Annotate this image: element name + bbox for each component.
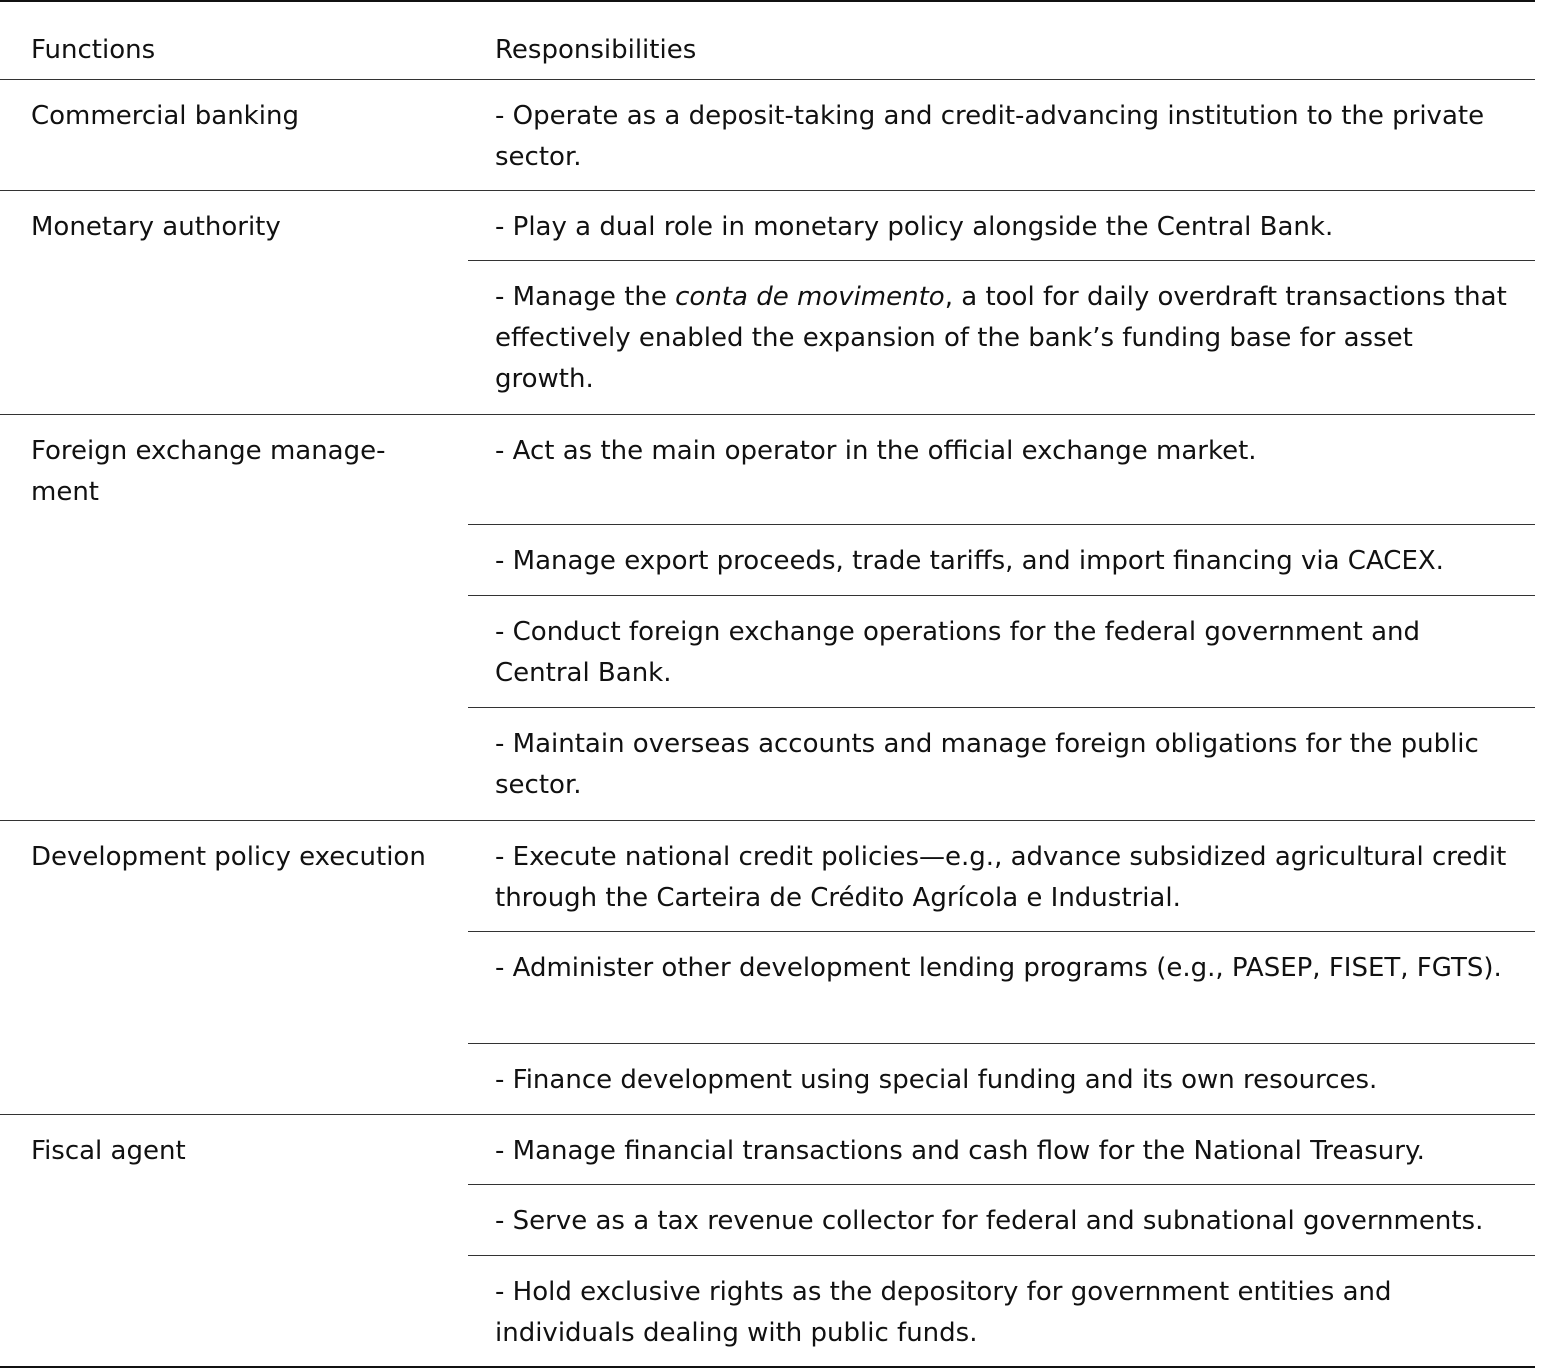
responsibility-cell: - Manage financial transactions and cash flow for the National Treasury. <box>468 1114 1535 1184</box>
function-line: ment <box>31 476 99 507</box>
responsibility-cell: - Hold exclusive rights as the depository for government entities and individuals dealing with public funds. <box>495 1276 1392 1348</box>
responsibility-cell: - Execute national credit policies—e.g., advance subsidized agricultural credit through the Carteira de Crédito Agrícola e Industrial. <box>468 820 1535 931</box>
responsibility-cell: - Serve as a tax revenue collector for federal and subnational governments. <box>468 1184 1535 1255</box>
function-fiscal-agent: Fiscal agent <box>0 1114 468 1367</box>
responsibility-italic-term: conta de movimento <box>675 281 945 312</box>
function-line: Foreign exchange manage- <box>31 435 386 466</box>
responsibility-cell: - Act as the main operator in the official exchange market. <box>468 414 1535 524</box>
responsibility-cell: - Conduct foreign exchange operations for the federal government and Central Bank. <box>468 595 1535 707</box>
responsibility-cell <box>468 260 1535 414</box>
table-row <box>0 414 1535 524</box>
function-development-policy-execution: Development policy execution <box>0 820 468 1114</box>
responsibility-cell: - Operate as a deposit-taking and credit-advancing institution to the private sector. <box>468 79 1535 190</box>
responsibility-cell: - Maintain overseas accounts and manage foreign obligations for the public sector. <box>468 707 1535 820</box>
responsibility-prefix: - Manage the <box>495 281 676 312</box>
table-row <box>0 190 1535 260</box>
responsibility-cell: - Administer other development lending programs (e.g., PASEP, FISET, FGTS). <box>468 931 1535 1043</box>
header-functions: Functions <box>0 1 468 79</box>
responsibility-cell: - Manage export proceeds, trade tariffs, and import financing via CACEX. <box>468 524 1535 595</box>
header-responsibilities: Responsibilities <box>468 1 1535 79</box>
responsibility-cell: - Finance development using special funding and its own resources. <box>468 1043 1535 1114</box>
table-row <box>0 1114 1535 1184</box>
responsibility-suffix: , a tool for daily overdraft transactions that effectively enabled the expansion of the bank’s funding base for asset growth. <box>495 281 1507 394</box>
table-row <box>0 79 1535 190</box>
header-row <box>0 1 1535 79</box>
function-commercial-banking: Commercial banking <box>0 79 468 190</box>
function-foreign-exchange-management <box>0 414 468 820</box>
function-monetary-authority: Monetary authority <box>0 190 468 414</box>
responsibility-cell: - Play a dual role in monetary policy alongside the Central Bank. <box>468 190 1535 260</box>
table-row <box>0 820 1535 931</box>
